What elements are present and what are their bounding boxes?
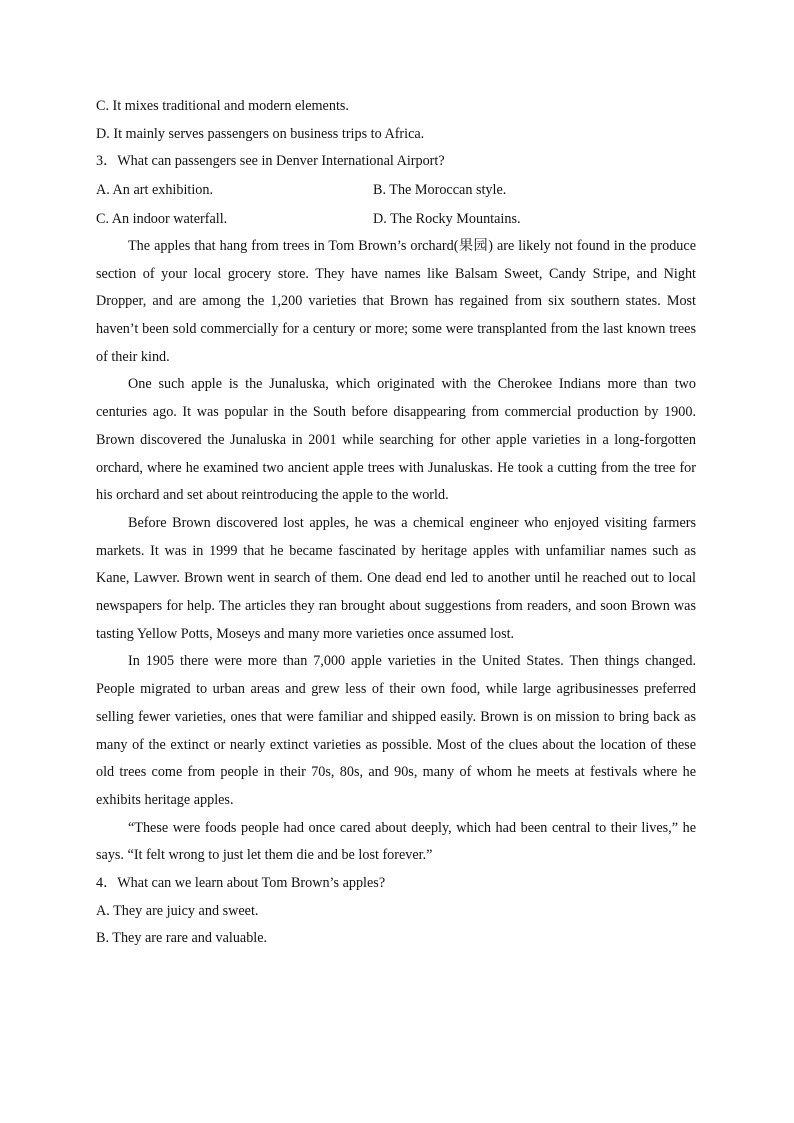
passage-paragraph: The apples that hang from trees in Tom Brown’s orchard(果园) are likely not found in the produce section of your local grocery store. They have names like Balsam Sweet, Candy Stripe, and Night Dropper, and are among the 1,200 varieties that Brown has regained from six southern states. Most haven’t been sold commercially for a century or more; some were transplanted from the last known trees of their kind. xyxy=(96,237,696,365)
passage-paragraph: In 1905 there were more than 7,000 apple varieties in the United States. Then things changed. People migrated to urban areas and grew less of their own food, while large agribusinesses preferred selling fewer varieties, ones that were familiar and shipped easily. Brown is on mission to bring back as many of the extinct or nearly extinct varieties as possible. Most of the clues about the location of these old trees come from people in their 70s, 80s, and 90s, many of whom he meets at festivals where he exhibits heritage apples. xyxy=(96,653,696,808)
q3-option-b: B. The Moroccan style. xyxy=(373,182,507,199)
q4-option-b: B. They are rare and valuable. xyxy=(96,930,268,947)
document-page xyxy=(96,93,696,953)
q3-option-c: C. An indoor waterfall. xyxy=(96,210,228,227)
q4-stem: 4．What can we learn about Tom Brown’s apples? xyxy=(96,875,386,892)
q3-option-d: D. The Rocky Mountains. xyxy=(373,210,521,227)
q3-stem: 3．What can passengers see in Denver International Airport? xyxy=(96,153,445,170)
passage-paragraph: Before Brown discovered lost apples, he was a chemical engineer who enjoyed visiting farmers markets. It was in 1999 that he became fascinated by heritage apples with unfamiliar names such as Kane, Lawver. Brown went in search of them. One dead end led to another until he reached out to local newspapers for help. The articles they ran brought about suggestions from readers, and soon Brown was tasting Yellow Potts, Moseys and many more varieties once assumed lost. xyxy=(96,514,696,642)
passage-paragraph: “These were foods people had once cared about deeply, which had been central to their lives,” he says. “It felt wrong to just let them die and be lost forever.” xyxy=(96,819,696,864)
q3-option-a: A. An art exhibition. xyxy=(96,182,214,199)
passage-paragraph: One such apple is the Junaluska, which originated with the Cherokee Indians more than two centuries ago. It was popular in the South before disappearing from commercial production by 1900. Brown discovered the Junaluska in 2001 while searching for other apple varieties in a long-forgotten orchard, where he examined two ancient apple trees with Junaluskas. He took a cutting from the tree for his orchard and set about reintroducing the apple to the world. xyxy=(96,376,696,504)
q3-options-row-1 xyxy=(96,176,696,204)
q3-options-row-2 xyxy=(96,205,696,233)
q2-option-d: D. It mainly serves passengers on business trips to Africa. xyxy=(96,125,425,142)
q4-option-a: A. They are juicy and sweet. xyxy=(96,902,259,919)
q2-option-c: C. It mixes traditional and modern elements. xyxy=(96,98,349,114)
